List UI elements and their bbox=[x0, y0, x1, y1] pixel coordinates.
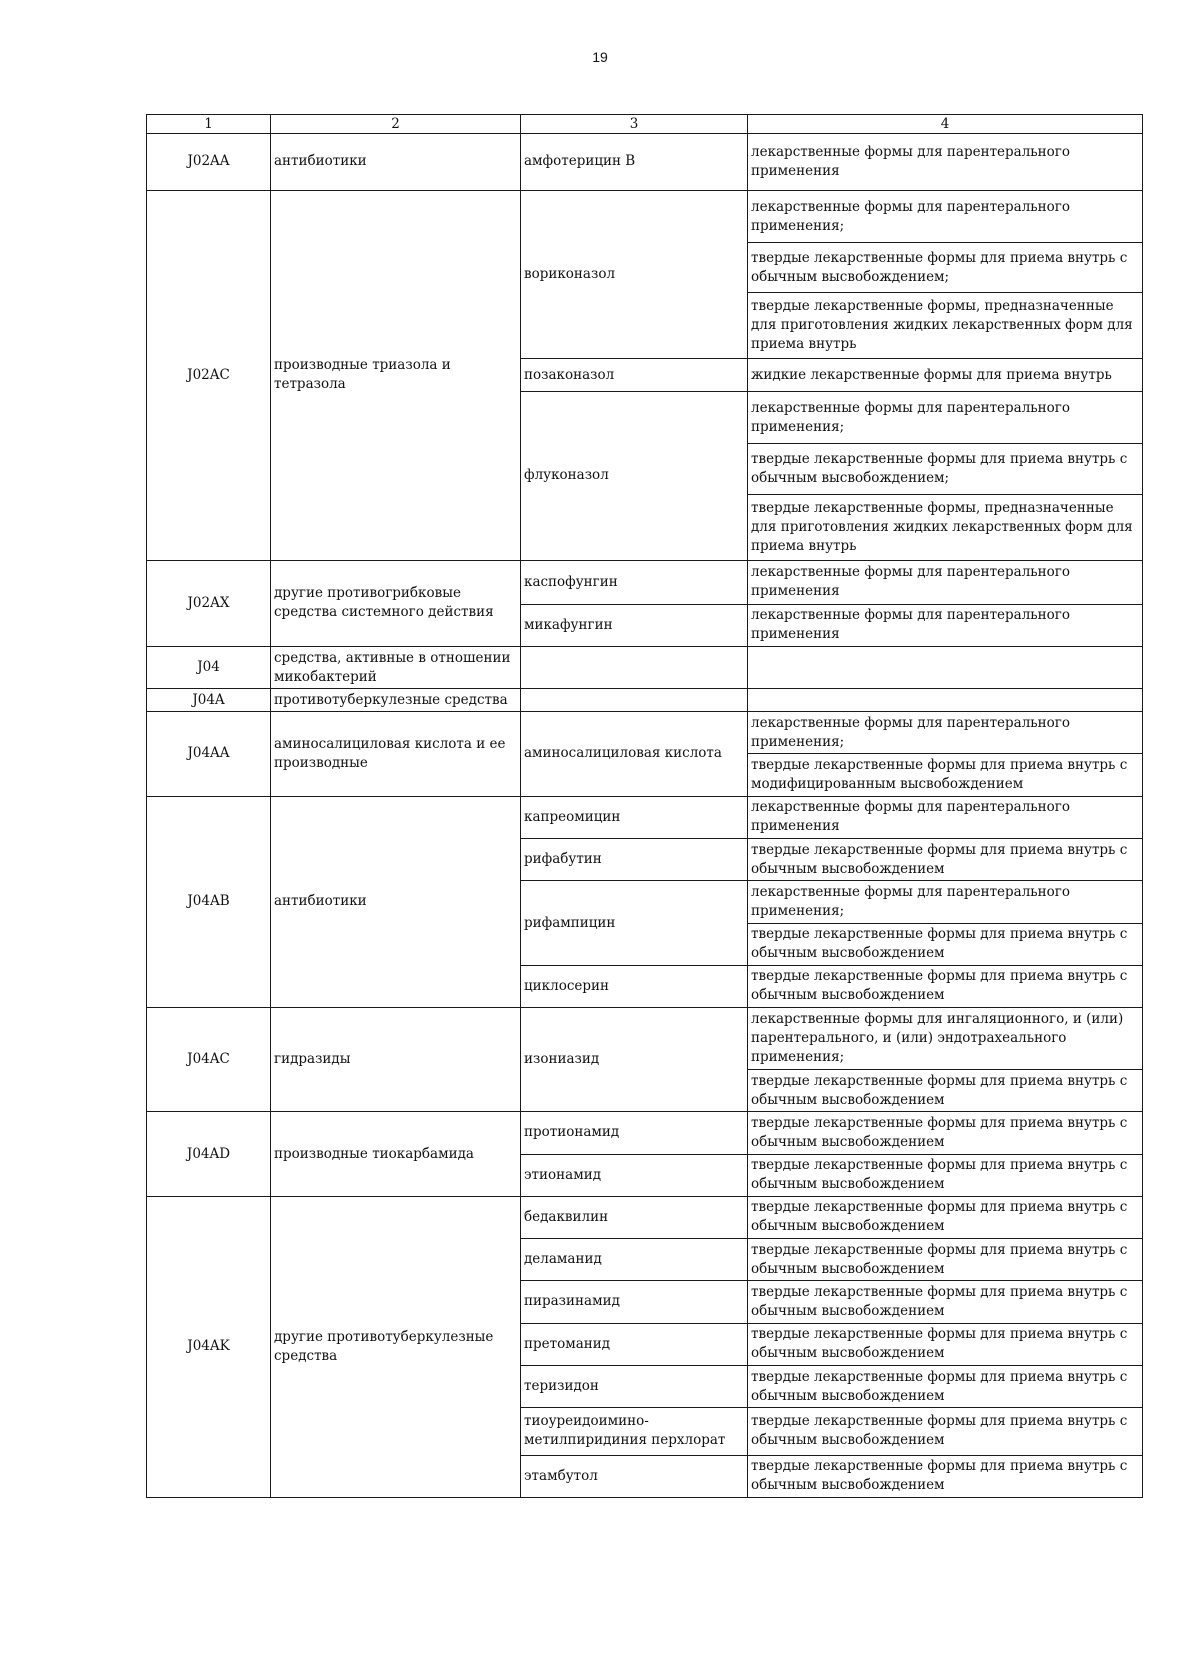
drug-name-cell: рифампицин bbox=[521, 881, 748, 966]
dosage-form-cell: лекарственные формы для парентерального применения bbox=[748, 604, 1143, 646]
header-cell: 3 bbox=[521, 115, 748, 134]
dosage-form-cell: лекарственные формы для парентерального применения; bbox=[748, 191, 1143, 243]
group-name-cell: аминосалициловая кислота и ее производные bbox=[271, 712, 521, 797]
dosage-form-cell: твердые лекарственные формы для приема внутрь с обычным высвобождением bbox=[748, 1154, 1143, 1196]
atc-code-cell: J04AA bbox=[147, 712, 271, 797]
group-name-cell: производные тиокарбамида bbox=[271, 1112, 521, 1197]
dosage-form-cell: твердые лекарственные формы для приема внутрь с обычным высвобождением bbox=[748, 1069, 1143, 1111]
dosage-form-cell: твердые лекарственные формы для приема внутрь с обычным высвобождением bbox=[748, 1408, 1143, 1455]
drug-name-cell bbox=[521, 689, 748, 712]
table-row bbox=[147, 796, 1143, 838]
atc-code-cell: J02AC bbox=[147, 191, 271, 560]
group-name-cell: производные триазола и тетразола bbox=[271, 191, 521, 560]
group-name-cell: противотуберкулезные средства bbox=[271, 689, 521, 712]
group-name-cell: другие противогрибковые средства системного действия bbox=[271, 560, 521, 647]
drug-name-cell: позаконазол bbox=[521, 359, 748, 392]
dosage-form-cell: лекарственные формы для парентерального применения bbox=[748, 133, 1143, 191]
table-row bbox=[147, 1008, 1143, 1070]
group-name-cell: антибиотики bbox=[271, 796, 521, 1007]
group-name-cell: другие противотуберкулезные средства bbox=[271, 1196, 521, 1497]
atc-code-cell: J04 bbox=[147, 647, 271, 689]
group-name-cell: средства, активные в отношении микобактерий bbox=[271, 647, 521, 689]
dosage-form-cell: твердые лекарственные формы, предназначенные для приготовления жидких лекарственных форм для приема внутрь bbox=[748, 494, 1143, 560]
drug-table-body bbox=[147, 115, 1143, 1498]
table-row bbox=[147, 560, 1143, 604]
drug-name-cell: этамбутол bbox=[521, 1455, 748, 1497]
dosage-form-cell bbox=[748, 647, 1143, 689]
table-row bbox=[147, 712, 1143, 754]
dosage-form-cell: лекарственные формы для парентерального применения bbox=[748, 560, 1143, 604]
table-header-row bbox=[147, 115, 1143, 134]
dosage-form-cell: лекарственные формы для парентерального применения; bbox=[748, 392, 1143, 444]
dosage-form-cell: лекарственные формы для парентерального применения bbox=[748, 796, 1143, 838]
group-name-cell: гидразиды bbox=[271, 1008, 521, 1112]
dosage-form-cell: лекарственные формы для парентерального применения; bbox=[748, 712, 1143, 754]
dosage-form-cell: твердые лекарственные формы для приема внутрь с обычным высвобождением bbox=[748, 1239, 1143, 1281]
atc-code-cell: J04AK bbox=[147, 1196, 271, 1497]
dosage-form-cell: твердые лекарственные формы для приема внутрь с обычным высвобождением bbox=[748, 1365, 1143, 1407]
drug-name-cell: претоманид bbox=[521, 1323, 748, 1365]
table-row bbox=[147, 1196, 1143, 1238]
drug-name-cell: бедаквилин bbox=[521, 1196, 748, 1238]
dosage-form-cell: твердые лекарственные формы для приема внутрь с обычным высвобождением bbox=[748, 1196, 1143, 1238]
header-cell: 2 bbox=[271, 115, 521, 134]
table-row bbox=[147, 133, 1143, 191]
table-row bbox=[147, 647, 1143, 689]
drug-name-cell bbox=[521, 647, 748, 689]
dosage-form-cell: твердые лекарственные формы для приема внутрь с обычным высвобождением bbox=[748, 923, 1143, 965]
drug-name-cell: циклосерин bbox=[521, 965, 748, 1007]
group-name-cell: антибиотики bbox=[271, 133, 521, 191]
drug-name-cell: протионамид bbox=[521, 1112, 748, 1154]
drug-name-cell: этионамид bbox=[521, 1154, 748, 1196]
atc-code-cell: J02AX bbox=[147, 560, 271, 647]
dosage-form-cell: твердые лекарственные формы для приема внутрь с обычным высвобождением; bbox=[748, 443, 1143, 494]
atc-code-cell: J04AD bbox=[147, 1112, 271, 1197]
page-number: 19 bbox=[592, 49, 608, 65]
table-row bbox=[147, 689, 1143, 712]
drug-name-cell: каспофунгин bbox=[521, 560, 748, 604]
drug-name-cell: аминосалициловая кислота bbox=[521, 712, 748, 797]
dosage-form-cell: твердые лекарственные формы для приема внутрь с модифицированным высвобождением bbox=[748, 754, 1143, 796]
header-cell: 1 bbox=[147, 115, 271, 134]
table-row bbox=[147, 191, 1143, 243]
dosage-form-cell: лекарственные формы для парентерального применения; bbox=[748, 881, 1143, 923]
drug-name-cell: изониазид bbox=[521, 1008, 748, 1112]
table-row bbox=[147, 1112, 1143, 1154]
dosage-form-cell: твердые лекарственные формы для приема внутрь с обычным высвобождением bbox=[748, 1281, 1143, 1323]
dosage-form-cell: твердые лекарственные формы для приема внутрь с обычным высвобождением bbox=[748, 1323, 1143, 1365]
drug-name-cell: рифабутин bbox=[521, 838, 748, 880]
dosage-form-cell: твердые лекарственные формы для приема внутрь с обычным высвобождением bbox=[748, 838, 1143, 880]
dosage-form-cell: твердые лекарственные формы для приема внутрь с обычным высвобождением; bbox=[748, 242, 1143, 293]
dosage-form-cell: твердые лекарственные формы для приема внутрь с обычным высвобождением bbox=[748, 965, 1143, 1007]
drug-name-cell: пиразинамид bbox=[521, 1281, 748, 1323]
drug-name-cell: деламанид bbox=[521, 1239, 748, 1281]
drug-name-cell: капреомицин bbox=[521, 796, 748, 838]
dosage-form-cell: твердые лекарственные формы для приема внутрь с обычным высвобождением bbox=[748, 1112, 1143, 1154]
atc-code-cell: J04A bbox=[147, 689, 271, 712]
dosage-form-cell: твердые лекарственные формы, предназначенные для приготовления жидких лекарственных форм для приема внутрь bbox=[748, 293, 1143, 359]
drug-name-cell: флуконазол bbox=[521, 392, 748, 560]
dosage-form-cell: жидкие лекарственные формы для приема внутрь bbox=[748, 359, 1143, 392]
drug-name-cell: тиоуреидоимино-метилпиридиния перхлорат bbox=[521, 1408, 748, 1455]
dosage-form-cell bbox=[748, 689, 1143, 712]
atc-code-cell: J02AA bbox=[147, 133, 271, 191]
drug-name-cell: теризидон bbox=[521, 1365, 748, 1407]
drug-name-cell: микафунгин bbox=[521, 604, 748, 646]
drug-table bbox=[146, 114, 1143, 1498]
dosage-form-cell: лекарственные формы для ингаляционного, и (или) парентерального, и (или) эндотрахеального применения; bbox=[748, 1008, 1143, 1070]
atc-code-cell: J04AB bbox=[147, 796, 271, 1007]
atc-code-cell: J04AC bbox=[147, 1008, 271, 1112]
drug-name-cell: амфотерицин B bbox=[521, 133, 748, 191]
header-cell: 4 bbox=[748, 115, 1143, 134]
dosage-form-cell: твердые лекарственные формы для приема внутрь с обычным высвобождением bbox=[748, 1455, 1143, 1497]
drug-name-cell: вориконазол bbox=[521, 191, 748, 359]
